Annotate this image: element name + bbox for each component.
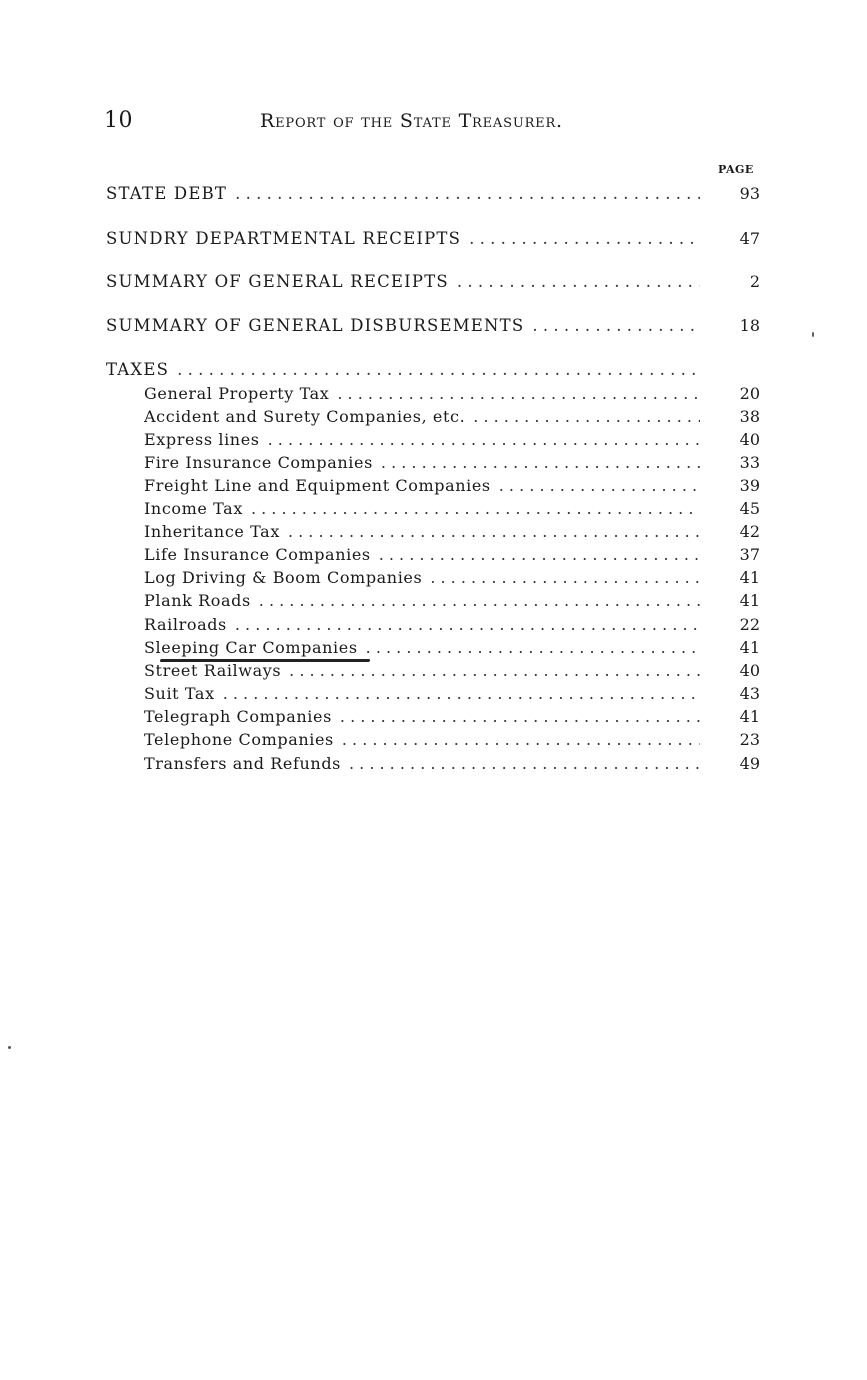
entry-page-number: 42 (739, 522, 760, 541)
entry-page-number: 41 (739, 568, 760, 587)
tax-entry (144, 683, 700, 705)
scan-speck (8, 1046, 11, 1049)
tax-entry (144, 614, 700, 636)
entry-page-number: 23 (739, 730, 760, 749)
running-title: Report of the State Treasurer. (260, 110, 563, 132)
tax-entry (144, 544, 700, 566)
tax-entry (144, 521, 700, 543)
entry-page-number: 2 (749, 272, 760, 291)
entry-label: Freight Line and Equipment Companies (144, 476, 491, 495)
index-entry-sundry-departmental-receipts (106, 228, 700, 250)
entry-label: Railroads (144, 615, 227, 634)
entry-page-number: 41 (739, 591, 760, 610)
scan-speck (812, 332, 814, 337)
tax-entry (144, 590, 700, 612)
entry-label: Express lines (144, 430, 260, 449)
dot-leader (430, 567, 700, 589)
entry-label: Suit Tax (144, 684, 215, 703)
dot-leader (235, 183, 700, 205)
dot-leader (366, 637, 700, 659)
index-entry-summary-general-receipts (106, 271, 700, 293)
dot-leader (340, 706, 700, 728)
tax-entry (144, 660, 700, 682)
entry-page-number: 33 (739, 453, 760, 472)
dot-leader (379, 544, 700, 566)
dot-leader (235, 614, 700, 636)
dot-leader (259, 590, 700, 612)
entry-label: STATE DEBT (106, 184, 228, 203)
tax-entry (144, 406, 700, 428)
entry-label: TAXES (106, 360, 170, 379)
entry-label: Telegraph Companies (144, 707, 332, 726)
tax-entry (144, 637, 700, 659)
dot-leader (469, 228, 700, 250)
dot-leader (499, 475, 700, 497)
dot-leader (457, 271, 700, 293)
entry-label: Street Railways (144, 661, 282, 680)
entry-page-number: 49 (739, 754, 760, 773)
dot-leader (288, 521, 700, 543)
entry-label: SUMMARY OF GENERAL DISBURSEMENTS (106, 316, 525, 335)
entry-page-number: 47 (739, 229, 760, 248)
dot-leader (268, 429, 700, 451)
page-number: 10 (104, 108, 133, 133)
entry-page-number: 45 (739, 499, 760, 518)
entry-label: Log Driving & Boom Companies (144, 568, 423, 587)
dot-leader (177, 359, 700, 381)
index-entry-taxes (106, 359, 700, 381)
entry-label: Transfers and Refunds (144, 754, 341, 773)
tax-entry (144, 753, 700, 775)
entry-page-number: 20 (739, 384, 760, 403)
entry-page-number: 41 (739, 638, 760, 657)
dot-leader (349, 753, 700, 775)
dot-leader (342, 729, 700, 751)
tax-entry (144, 475, 700, 497)
tax-entry (144, 706, 700, 728)
entry-page-number: 38 (739, 407, 760, 426)
entry-label: SUMMARY OF GENERAL RECEIPTS (106, 272, 449, 291)
tax-entry (144, 729, 700, 751)
entry-page-number: 18 (739, 316, 760, 335)
dot-leader (532, 315, 700, 337)
dot-leader (381, 452, 700, 474)
entry-label: Fire Insurance Companies (144, 453, 373, 472)
entry-page-number: 37 (739, 545, 760, 564)
entry-label: Telephone Companies (144, 730, 334, 749)
entry-page-number: 22 (739, 615, 760, 634)
dot-leader (473, 406, 700, 428)
entry-page-number: 40 (739, 661, 760, 680)
entry-label: General Property Tax (144, 384, 330, 403)
entry-page-number: 40 (739, 430, 760, 449)
dot-leader (223, 683, 700, 705)
entry-label: Plank Roads (144, 591, 251, 610)
tax-entry (144, 429, 700, 451)
dot-leader (251, 498, 700, 520)
entry-label: Inheritance Tax (144, 522, 280, 541)
entry-label: SUNDRY DEPARTMENTAL RECEIPTS (106, 229, 462, 248)
dot-leader (337, 383, 700, 405)
entry-label: Life Insurance Companies (144, 545, 371, 564)
entry-page-number: 41 (739, 707, 760, 726)
tax-entry (144, 498, 700, 520)
entry-label: Sleeping Car Companies (144, 638, 358, 657)
page-column-header: PAGE (718, 163, 754, 176)
tax-entry (144, 383, 700, 405)
entry-label: Accident and Surety Companies, etc. (144, 407, 466, 426)
entry-page-number: 93 (739, 184, 760, 203)
tax-entry (144, 567, 700, 589)
index-entry-summary-general-disbursements (106, 315, 700, 337)
entry-page-number: 43 (739, 684, 760, 703)
tax-entry (144, 452, 700, 474)
entry-label: Income Tax (144, 499, 243, 518)
entry-page-number: 39 (739, 476, 760, 495)
dot-leader (289, 660, 700, 682)
index-entry-state-debt (106, 183, 700, 205)
